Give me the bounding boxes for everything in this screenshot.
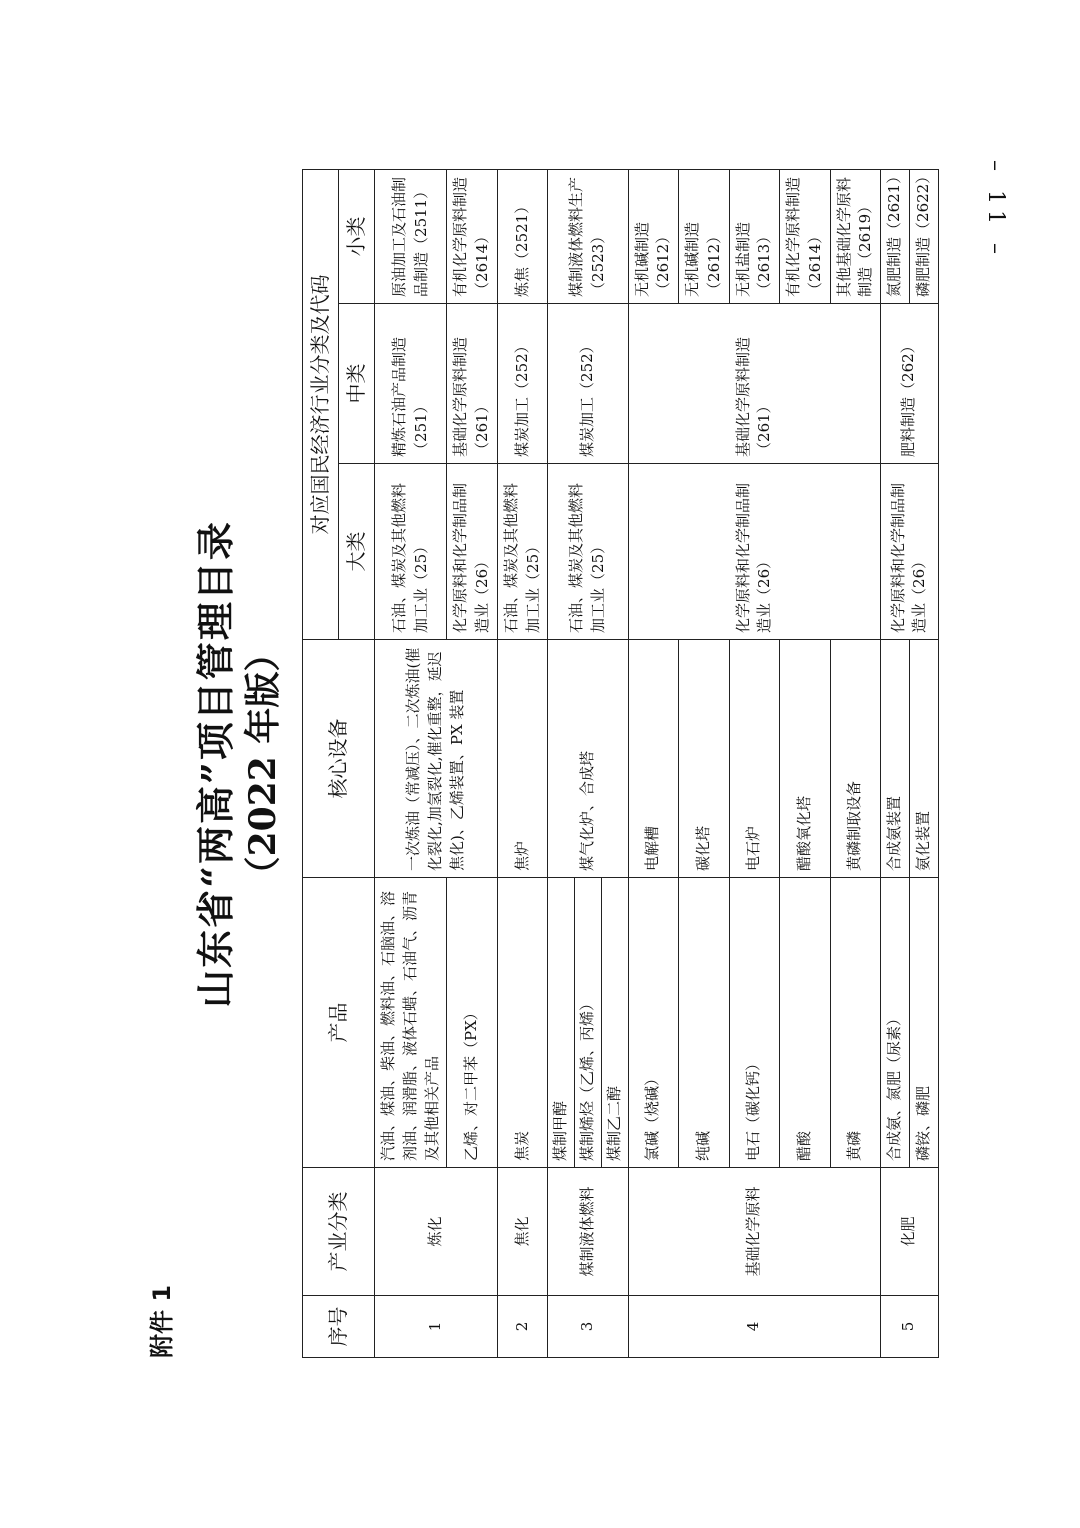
cell-industry: 焦化 (497, 1168, 548, 1296)
cell-equipment: 合成氨装置 (881, 639, 910, 877)
cell-major: 石油、煤炭及其他燃料加工业（25） (497, 463, 548, 639)
product-item: 煤制烯烃（乙烯、丙烯） (575, 878, 602, 1167)
cell-minor: 无机碱制造（2612） (628, 169, 679, 303)
cell-seq: 1 (375, 1296, 498, 1358)
cell-major: 化学原料和化学制品制造业（26） (447, 463, 498, 639)
cell-product: 焦炭 (497, 877, 548, 1167)
cell-middle: 基础化学原料制造（261） (628, 303, 881, 463)
cell-seq: 4 (628, 1296, 881, 1358)
header-middle: 中类 (339, 303, 375, 463)
cell-equipment: 电解槽 (628, 639, 679, 877)
header-major: 大类 (339, 463, 375, 639)
cell-product: 黄磷 (830, 877, 881, 1167)
cell-minor: 煤制液体燃料生产（2523） (548, 169, 628, 303)
header-seq: 序号 (303, 1296, 375, 1358)
cell-equipment: 焦炉 (497, 639, 548, 877)
cell-minor: 氮肥制造（2621） (881, 169, 910, 303)
cell-equipment: 黄磷制取设备 (830, 639, 881, 877)
cell-equipment: 一次炼油（常减压）、二次炼油(催化裂化,加氢裂化,催化重整，延迟焦化)、乙烯装置、PX 装置 (375, 639, 498, 877)
cell-middle: 基础化学原料制造（261） (447, 303, 498, 463)
cell-equipment: 碳化塔 (679, 639, 730, 877)
cell-industry: 炼化 (375, 1168, 498, 1296)
cell-middle: 精炼石油产品制造（251） (375, 303, 447, 463)
header-classification: 对应国民经济行业分类及代码 (303, 169, 339, 639)
page-number: – 11 – (983, 160, 1008, 260)
cell-product: 电石（碳化钙） (729, 877, 780, 1167)
cell-seq: 3 (548, 1296, 628, 1358)
header-product: 产品 (303, 877, 375, 1167)
cell-product: 汽油、煤油、柴油、燃料油、石脑油、溶剂油、润滑脂、液体石蜡、石油气、沥青及其他相关产品 (375, 877, 447, 1167)
table-row (548, 169, 628, 1357)
cell-minor: 无机盐制造（2613） (729, 169, 780, 303)
table-row (628, 169, 679, 1357)
cell-product: 乙烯、对二甲苯（PX） (447, 877, 498, 1167)
cell-product: 纯碱 (679, 877, 730, 1167)
cell-major: 石油、煤炭及其他燃料加工业（25） (548, 463, 628, 639)
cell-industry: 基础化学原料 (628, 1168, 881, 1296)
cell-major: 化学原料和化学制品制造业（26） (628, 463, 881, 639)
document-title: 山东省“两高”项目管理目录 (193, 520, 238, 1008)
cell-seq: 5 (881, 1296, 939, 1358)
cell-major: 石油、煤炭及其他燃料加工业（25） (375, 463, 447, 639)
table-row (375, 169, 447, 1357)
table-row (881, 169, 910, 1357)
cell-equipment: 电石炉 (729, 639, 780, 877)
cell-minor: 其他基础化学原料制造（2619） (830, 169, 881, 303)
cell-product: 合成氨、氮肥（尿素） (881, 877, 910, 1167)
cell-minor: 有机化学原料制造（2614） (780, 169, 831, 303)
cell-middle: 肥料制造（262） (881, 303, 939, 463)
header-minor: 小类 (339, 169, 375, 303)
cell-major: 化学原料和化学制品制造业（26） (881, 463, 939, 639)
table-row (497, 169, 548, 1357)
cell-minor: 无机碱制造（2612） (679, 169, 730, 303)
attachment-label: 附件 1 (148, 1284, 176, 1358)
cell-product-group (548, 877, 628, 1167)
header-equipment: 核心设备 (303, 639, 375, 877)
catalog-table (302, 169, 939, 1358)
cell-middle: 煤炭加工（252） (548, 303, 628, 463)
cell-seq: 2 (497, 1296, 548, 1358)
cell-product: 氯碱（烧碱） (628, 877, 679, 1167)
cell-minor: 有机化学原料制造（2614） (447, 169, 498, 303)
product-item: 煤制甲醇 (548, 878, 575, 1167)
cell-minor: 炼焦（2521） (497, 169, 548, 303)
cell-product: 磷铵、磷肥 (909, 877, 938, 1167)
cell-minor: 原油加工及石油制品制造（2511） (375, 169, 447, 303)
header-industry: 产业分类 (303, 1168, 375, 1296)
header-row-1 (303, 169, 339, 1357)
cell-equipment: 氨化装置 (909, 639, 938, 877)
cell-product: 醋酸 (780, 877, 831, 1167)
cell-industry: 化肥 (881, 1168, 939, 1296)
cell-middle: 煤炭加工（252） (497, 303, 548, 463)
cell-equipment: 煤气化炉、合成塔 (548, 639, 628, 877)
document-subtitle: （2022 年版） (242, 635, 284, 893)
cell-industry: 煤制液体燃料 (548, 1168, 628, 1296)
cell-minor: 磷肥制造（2622） (909, 169, 938, 303)
product-item: 煤制乙二醇 (604, 1085, 623, 1161)
cell-equipment: 醋酸氧化塔 (780, 639, 831, 877)
